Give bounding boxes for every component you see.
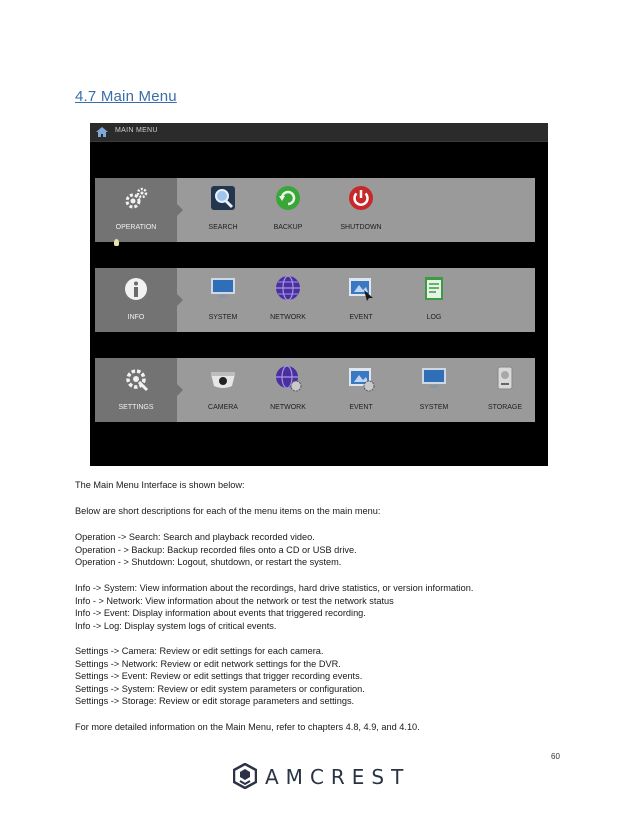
menu-item-system bbox=[404, 358, 464, 422]
operation-line: Operation - > Backup: Backup recorded files onto a CD or USB drive. bbox=[75, 544, 357, 555]
menu-item-shutdown bbox=[331, 178, 391, 242]
info-row bbox=[95, 268, 535, 332]
menu-item-event bbox=[331, 268, 391, 332]
menu-item-camera bbox=[193, 358, 253, 422]
category-label: SETTINGS bbox=[118, 404, 154, 411]
info-icon bbox=[123, 276, 149, 302]
event-icon bbox=[347, 364, 375, 392]
menu-item-label: LOG bbox=[426, 314, 442, 321]
wrench-gear-icon bbox=[123, 366, 149, 392]
menu-item-log bbox=[404, 268, 464, 332]
menu-item-storage bbox=[475, 358, 535, 422]
event-icon bbox=[347, 274, 375, 302]
info-line: Info -> Event: Display information about events that triggered recording. bbox=[75, 608, 366, 619]
power-icon bbox=[347, 184, 375, 212]
menu-item-label: BACKUP bbox=[273, 224, 303, 231]
storage-icon bbox=[491, 364, 519, 392]
globe-icon bbox=[274, 274, 302, 302]
category-info bbox=[95, 268, 177, 332]
screenshot-title: MAIN MENU bbox=[115, 127, 158, 134]
category-label: OPERATION bbox=[115, 224, 157, 231]
menu-item-label: STORAGE bbox=[487, 404, 523, 411]
home-icon bbox=[96, 127, 108, 137]
menu-item-label: NETWORK bbox=[270, 404, 306, 411]
settings-row bbox=[95, 358, 535, 422]
descriptions-intro: Below are short descriptions for each of the menu items on the main menu: bbox=[75, 506, 381, 516]
settings-line: Settings -> Storage: Review or edit storage parameters and settings. bbox=[75, 696, 355, 707]
settings-line: Settings -> Event: Review or edit settings that trigger recording events. bbox=[75, 671, 363, 682]
menu-item-label: SEARCH bbox=[208, 224, 238, 231]
menu-item-label: SHUTDOWN bbox=[340, 224, 382, 231]
monitor-icon bbox=[209, 274, 237, 302]
main-menu-screenshot bbox=[90, 123, 548, 466]
settings-line: Settings -> System: Review or edit system parameters or configuration. bbox=[75, 683, 365, 694]
menu-item-event bbox=[331, 358, 391, 422]
log-icon bbox=[420, 274, 448, 302]
intro-text: The Main Menu Interface is shown below: bbox=[75, 480, 245, 490]
menu-item-system bbox=[193, 268, 253, 332]
section-heading: 4.7 Main Menu bbox=[75, 88, 177, 105]
menu-item-backup bbox=[258, 178, 318, 242]
backup-icon bbox=[274, 184, 302, 212]
brand-name: AMCREST bbox=[265, 765, 411, 789]
menu-item-label: EVENT bbox=[349, 314, 373, 321]
operation-line: Operation -> Search: Search and playback recorded video. bbox=[75, 532, 315, 542]
category-label: INFO bbox=[127, 314, 145, 321]
gears-icon bbox=[123, 186, 149, 212]
info-line: Info - > Network: View information about the network or test the network status bbox=[75, 595, 394, 606]
menu-item-label: SYSTEM bbox=[419, 404, 449, 411]
menu-item-search bbox=[193, 178, 253, 242]
info-line: Info -> System: View information about the recordings, hard drive statistics, or version information. bbox=[75, 583, 474, 593]
search-icon bbox=[209, 184, 237, 212]
info-line: Info -> Log: Display system logs of critical events. bbox=[75, 620, 277, 631]
brand-logo bbox=[233, 762, 411, 790]
menu-item-label: CAMERA bbox=[208, 404, 238, 411]
screenshot-title-bar bbox=[90, 123, 548, 142]
operation-line: Operation - > Shutdown: Logout, shutdown, or restart the system. bbox=[75, 557, 342, 568]
menu-item-label: NETWORK bbox=[270, 314, 306, 321]
menu-item-label: EVENT bbox=[349, 404, 373, 411]
cursor-indicator bbox=[114, 239, 119, 246]
menu-item-network bbox=[258, 268, 318, 332]
settings-line: Settings -> Camera: Review or edit settings for each camera. bbox=[75, 646, 324, 656]
amcrest-logo-icon bbox=[233, 763, 257, 789]
menu-item-label: SYSTEM bbox=[208, 314, 238, 321]
settings-line: Settings -> Network: Review or edit network settings for the DVR. bbox=[75, 658, 341, 669]
operation-row bbox=[95, 178, 535, 242]
category-operation bbox=[95, 178, 177, 242]
menu-item-network bbox=[258, 358, 318, 422]
camera-icon bbox=[209, 364, 237, 392]
footer-note: For more detailed information on the Main Menu, refer to chapters 4.8, 4.9, and 4.10. bbox=[75, 722, 420, 732]
category-settings bbox=[95, 358, 177, 422]
page-number: 60 bbox=[551, 752, 560, 761]
monitor-icon bbox=[420, 364, 448, 392]
globe-icon bbox=[274, 364, 302, 392]
